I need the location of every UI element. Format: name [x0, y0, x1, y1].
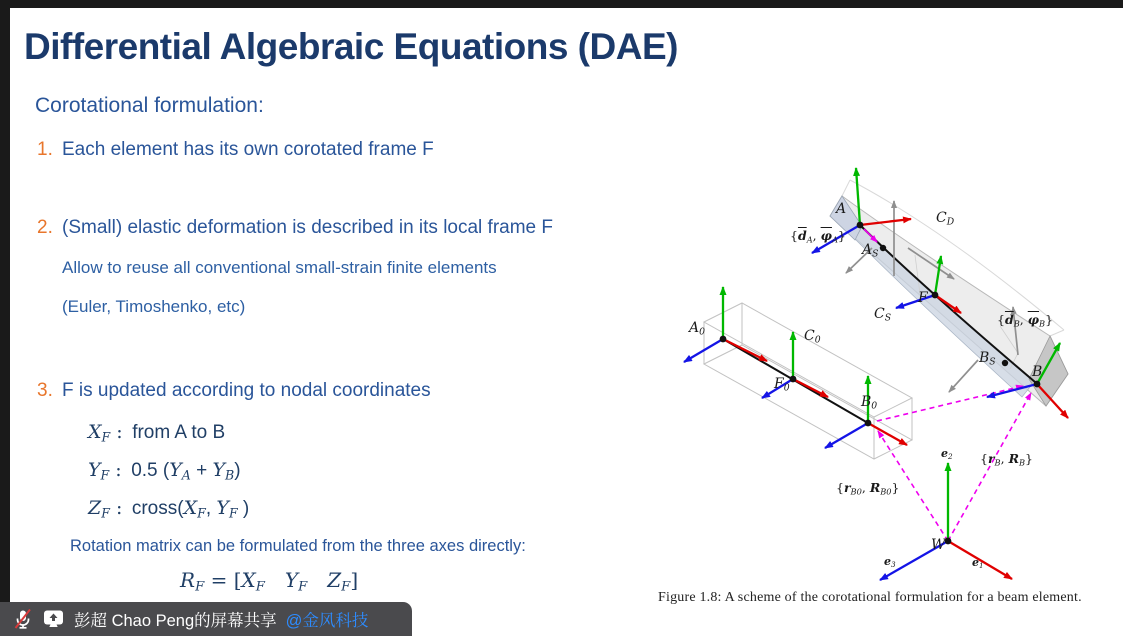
mic-muted-icon — [12, 608, 33, 630]
beam-figure-svg — [650, 145, 1120, 585]
beam-figure — [650, 145, 1120, 585]
label-e1: e1 — [972, 556, 984, 571]
label-e2: e2 — [941, 447, 953, 462]
figure-caption: Figure 1.8: A scheme of the corotational formulation for a beam element. — [658, 590, 1082, 605]
label-dphiA: {$\overline{d}A$, $\overline{\varphi}A$} — [790, 228, 846, 245]
item-number: 3. — [37, 380, 53, 401]
rotation-note: Rotation matrix can be formulated from the three axes directly: — [70, 537, 526, 555]
item-number: 1. — [37, 139, 53, 160]
math-line-zf: ZF : cross(XF, YF ) — [88, 497, 250, 521]
label-rB0: {rB0, RB0} — [836, 480, 900, 497]
share-presenter-text: 彭超 Chao Peng的屏幕共享 — [74, 612, 277, 630]
item-text: F is updated according to nodal coordinates — [62, 380, 431, 401]
label-F: F — [918, 290, 928, 306]
math-line-rf: RF = [XF YF ZF] — [180, 568, 359, 595]
math-line-yf: YF : 0.5 (YA + YB) — [88, 459, 241, 483]
label-A0: A0 — [689, 320, 706, 338]
label-BS: BS — [979, 350, 996, 368]
item-text: (Small) elastic deformation is described in its local frame F — [62, 217, 554, 238]
list-item-2 — [37, 217, 553, 239]
screen-share-bar — [0, 602, 412, 636]
label-AS: AS — [862, 242, 879, 260]
label-B0: B0 — [861, 394, 878, 412]
label-dphiB: {$\overline{d}B$, $\overline{\varphi}B$} — [997, 312, 1054, 329]
label-CS: CS — [874, 306, 892, 324]
sub-item-1: Allow to reuse all conventional small-strain finite elements — [62, 258, 497, 277]
screen-share-icon — [42, 609, 65, 629]
label-W: W — [931, 537, 946, 553]
slide-heading: Corotational formulation: — [35, 94, 264, 117]
share-mention: @金风科技 — [285, 612, 369, 630]
page-title: Differential Algebraic Equations (DAE) — [24, 26, 678, 67]
label-C0: C0 — [804, 328, 821, 346]
math-line-xf: XF : from A to B — [88, 421, 226, 445]
sub-item-2: (Euler, Timoshenko, etc) — [62, 297, 246, 316]
label-A: A — [836, 201, 847, 217]
label-F0: F0 — [774, 376, 790, 394]
label-rB: {rB, RB} — [980, 451, 1033, 468]
label-B: B — [1032, 364, 1043, 380]
item-number: 2. — [37, 217, 53, 238]
list-item-1 — [37, 139, 434, 161]
list-item-3 — [37, 380, 431, 402]
label-CD: CD — [936, 210, 955, 228]
item-text: Each element has its own corotated frame F — [62, 139, 434, 160]
slide — [10, 8, 1123, 636]
label-e3: e3 — [884, 555, 896, 570]
